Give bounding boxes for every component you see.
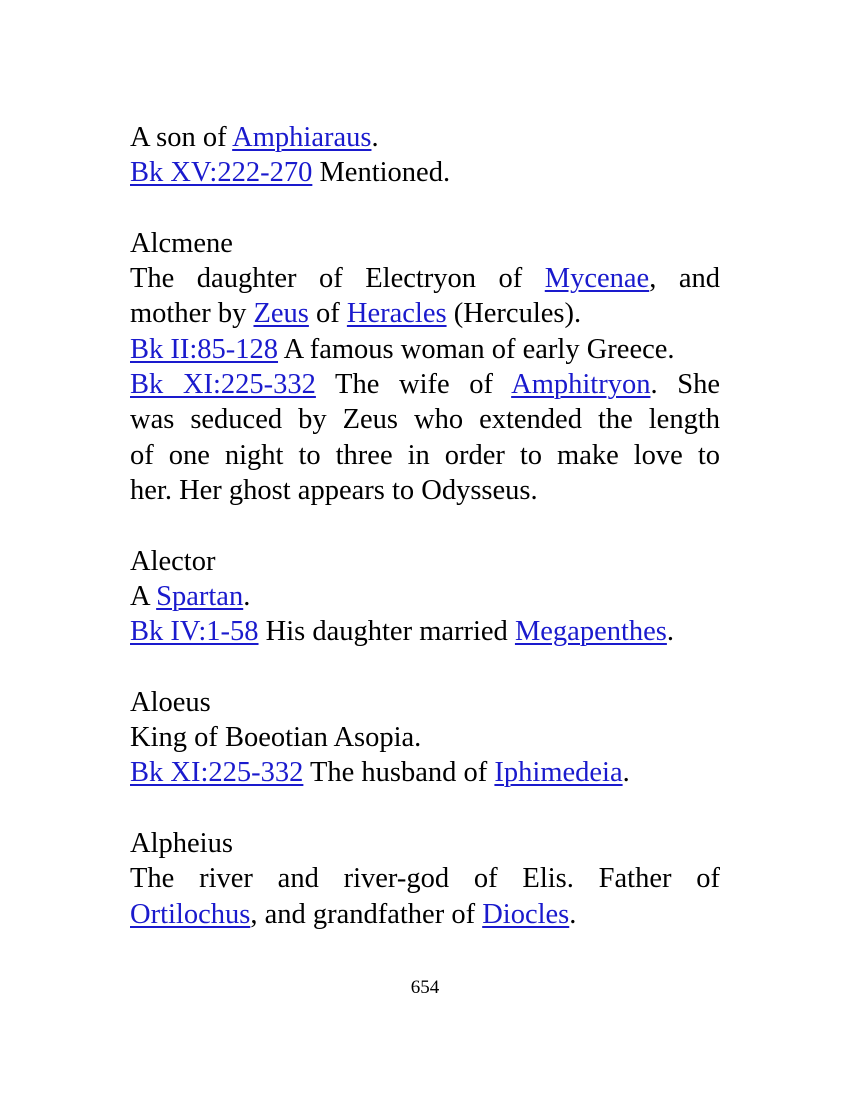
text: Mentioned. [312, 157, 451, 189]
link-heracles[interactable]: Heracles [346, 298, 447, 330]
entry-line [130, 332, 720, 367]
entry-line [130, 897, 720, 932]
entry-line [130, 155, 720, 190]
book-ref-link[interactable]: Bk IV:1-58 [130, 616, 259, 648]
book-ref-link[interactable]: Bk XI:225-332 [130, 757, 304, 789]
link-amphiaraus[interactable]: Amphiaraus [232, 122, 372, 153]
link-zeus[interactable]: Zeus [253, 298, 309, 330]
entry-line: King of Boeotian Asopia. [130, 722, 422, 754]
text: A famous woman of early Greece. [278, 333, 675, 365]
link-diocles[interactable]: Diocles [482, 898, 570, 930]
text: The wife of [315, 369, 512, 401]
entry-heading-alector: Alector [130, 545, 216, 577]
book-ref-link[interactable]: Bk XI:225-332 [130, 369, 316, 401]
book-ref-link[interactable]: Bk XV:222-270 [130, 157, 313, 189]
text: . She [650, 369, 720, 401]
entry-line: was seduced by Zeus who extended the length [130, 404, 720, 436]
text: . [622, 757, 630, 789]
text: His daughter married [258, 616, 515, 648]
text: , and [649, 263, 720, 295]
text: A son of [130, 122, 233, 153]
page-number: 654 [410, 977, 440, 998]
link-mycenae[interactable]: Mycenae [544, 263, 650, 295]
link-ortilochus[interactable]: Ortilochus [130, 898, 251, 930]
book-ref-link[interactable]: Bk II:85-128 [130, 333, 279, 365]
entry-line [130, 296, 720, 331]
text: (Hercules). [446, 298, 582, 330]
link-spartan[interactable]: Spartan [156, 580, 244, 612]
entry-heading-alpheius: Alpheius [130, 827, 233, 859]
entry-line: her. Her ghost appears to Odysseus. [130, 474, 538, 506]
text: A [130, 580, 157, 612]
entry-heading-alcmene: Alcmene [130, 227, 233, 259]
entry-line [130, 579, 720, 614]
text: , and grandfather of [250, 898, 483, 930]
text: . [243, 580, 251, 612]
entry-line [130, 755, 720, 790]
text: of [308, 298, 347, 330]
text: . [666, 616, 675, 648]
text: . [371, 122, 379, 153]
entry-line [130, 367, 720, 402]
text: mother by [130, 298, 254, 330]
entry-line: The river and river-god of Elis. Father of [130, 863, 720, 895]
entry-line [130, 614, 720, 649]
link-iphimedeia[interactable]: Iphimedeia [494, 757, 623, 789]
entry-line [130, 120, 720, 155]
entry-line [130, 261, 720, 296]
text: . [569, 898, 577, 930]
glossary-text [130, 120, 720, 932]
entry-line: of one night to three in order to make love to [130, 439, 720, 471]
link-megapenthes[interactable]: Megapenthes [514, 616, 667, 648]
entry-heading-aloeus: Aloeus [130, 686, 211, 718]
text: The daughter of Electryon of [130, 263, 545, 295]
text: The husband of [303, 757, 495, 789]
link-amphitryon[interactable]: Amphitryon [511, 369, 651, 401]
